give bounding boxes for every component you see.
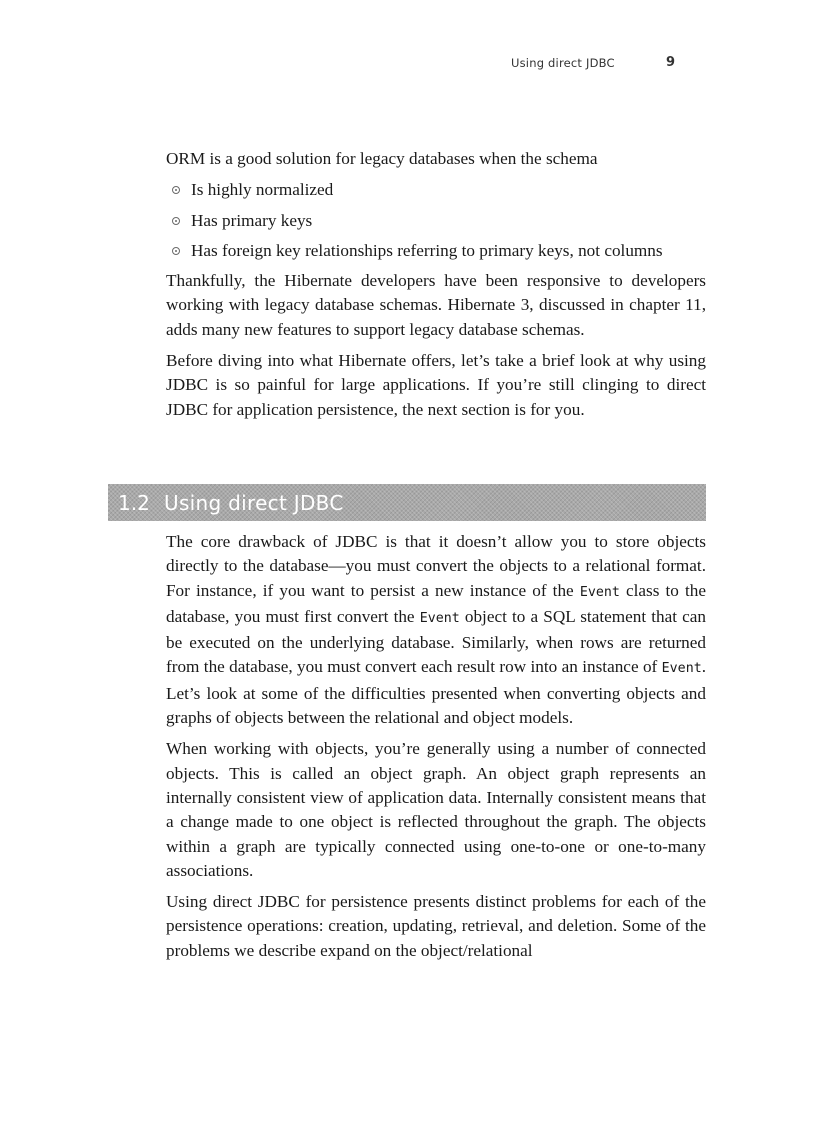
section-title: Using direct JDBC [164,491,344,515]
intro-text [166,147,706,429]
bullet-icon [172,247,180,255]
paragraph-jdbc-pain: Before diving into what Hibernate offers, let’s take a brief look at why using JDBC is so painful for large applications. If you’re still clinging to direct JDBC for application persistence, the next section is for you. [166,351,706,419]
text-run: object to a SQL statement that can be executed on the underlying database. Similarly, when rows are returned from the database, you must convert each result row into an instance of [166,606,706,677]
running-title: Using direct JDBC [511,56,615,70]
text-run: class to the database, you must first convert the [166,580,706,626]
section-text [166,530,706,970]
list-item-text: Is highly normalized [191,180,334,200]
code-event: Event [661,661,702,677]
code-event: Event [579,584,620,600]
paragraph-object-graph: When working with objects, you’re generally using a number of connected objects. This is called an object graph. An object graph represents an internally consistent view of application data. Internally consistent means that a change made to one object is reflected throughout the graph. The objects within a graph are typically connected using one-to-one or one-to-many associations. [166,739,706,880]
code-event: Event [419,610,460,626]
list-item-text: Has foreign key relationships referring to primary keys, not columns [191,240,663,260]
schema-criteria-list [168,178,706,263]
text-run: . Let’s look at some of the difficulties presented when converting objects and graphs of objects between the relational and object models. [166,657,706,728]
paragraph-core-drawback [166,530,706,730]
section-number: 1.2 [118,491,150,515]
section-heading [108,484,706,521]
intro-lead: ORM is a good solution for legacy databases when the schema [166,149,598,168]
paragraph-hibernate-legacy: Thankfully, the Hibernate developers have been responsive to developers working with legacy database schemas. Hibernate 3, discussed in chapter 11, adds many new features to support legacy database schemas. [166,271,706,339]
list-item-text: Has primary keys [191,210,313,230]
list-item [168,239,706,263]
running-header [0,56,816,76]
list-item [168,209,706,233]
paragraph-persistence-problems: Using direct JDBC for persistence presents distinct problems for each of the persistence operations: creation, updating, retrieval, and deletion. Some of the problems we describe expand on the object/relational [166,892,706,960]
bullet-icon [172,186,180,194]
text-run: The core drawback of JDBC is that it doesn’t allow you to store objects directly to the database—you must convert the objects to a relational format. For instance, if you want to persist a new instance of the [166,532,706,600]
list-item [168,178,706,202]
page-number: 9 [666,55,676,70]
bullet-icon [172,217,180,225]
